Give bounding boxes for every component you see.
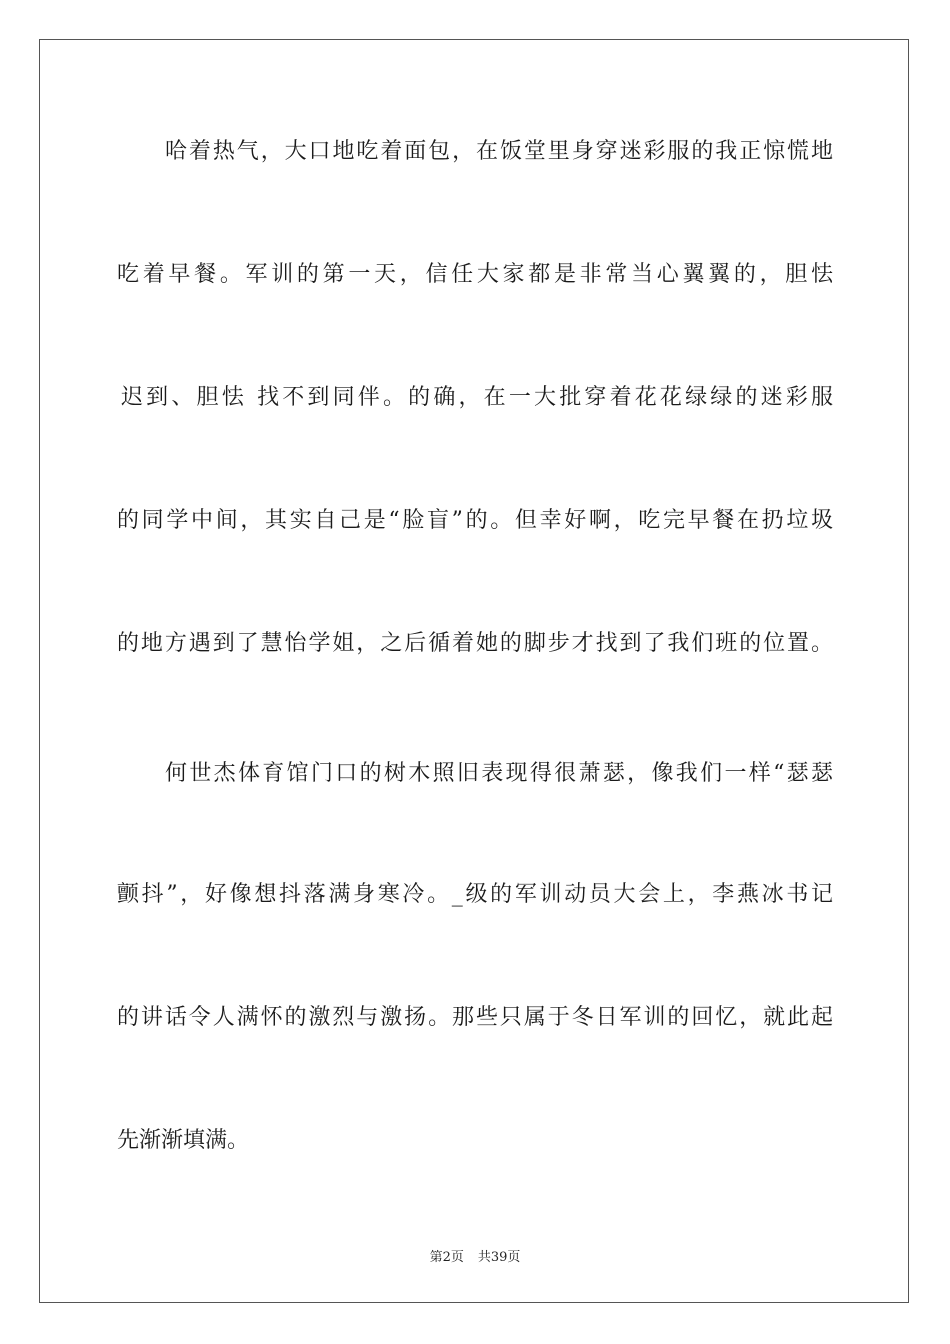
page-number: 第2页 xyxy=(429,1250,464,1265)
paragraph-2-line-1: 何世杰体育馆门口的树木照旧表现得很萧瑟，像我们一样“瑟瑟 xyxy=(165,761,833,786)
page-footer xyxy=(0,1249,950,1267)
paragraph-2-line-3: 的讲话令人满怀的激烈与激扬。那些只属于冬日军训的回忆，就此起 xyxy=(117,1005,833,1030)
paragraph-1-line-3: 迟到、胆怯 找不到同伴。的确，在一大批穿着花花绿绿的迷彩服 xyxy=(121,385,833,410)
paragraph-2-line-2: 颤抖”，好像想抖落满身寒冷。_级的军训动员大会上，李燕冰书记 xyxy=(117,882,833,907)
page-border xyxy=(39,39,909,1303)
total-pages: 共39页 xyxy=(477,1250,521,1265)
paragraph-1-line-2: 吃着早餐。军训的第一天，信任大家都是非常当心翼翼的，胆怯 xyxy=(117,262,833,287)
paragraph-2-line-4: 先渐渐填满。 xyxy=(117,1128,250,1153)
paragraph-1-line-4: 的同学中间，其实自己是“脸盲”的。但幸好啊，吃完早餐在扔垃圾 xyxy=(117,508,833,533)
paragraph-1-line-1: 哈着热气，大口地吃着面包，在饭堂里身穿迷彩服的我正惊慌地 xyxy=(165,139,833,164)
paragraph-1-line-5: 的地方遇到了慧怡学姐，之后循着她的脚步才找到了我们班的位置。 xyxy=(117,631,833,656)
